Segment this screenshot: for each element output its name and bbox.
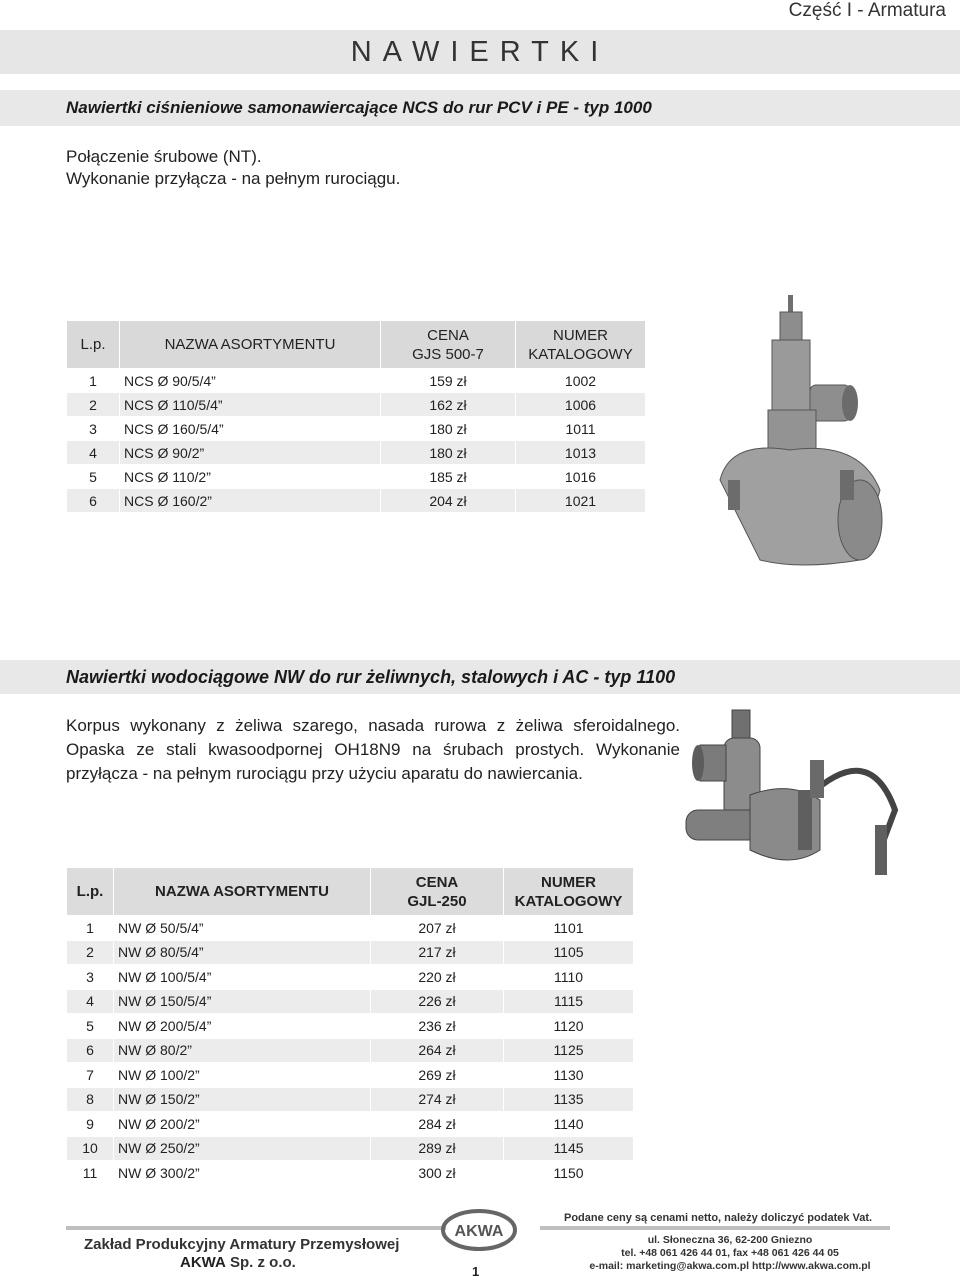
intro-line: Wykonanie przyłącza - na pełnym rurociągu. <box>66 169 401 188</box>
product-name: NW Ø 250/2” <box>114 1136 371 1161</box>
col-name: NAZWA ASORTYMENTU <box>114 868 371 916</box>
table-row <box>67 369 646 393</box>
product-price: 236 zł <box>371 1014 504 1039</box>
table-row <box>67 1014 634 1039</box>
product-price: 269 zł <box>371 1063 504 1088</box>
product-name: NW Ø 100/2” <box>114 1063 371 1088</box>
table-row <box>67 417 646 441</box>
col-price <box>371 868 504 916</box>
table-row <box>67 965 634 990</box>
section2-heading-text: Nawiertki wodociągowe NW do rur żeliwnych, stalowych i AC - typ 1100 <box>66 667 676 687</box>
address: ul. Słoneczna 36, 62-200 Gniezno <box>647 1234 813 1246</box>
catalog-number: 1110 <box>504 965 634 990</box>
table-row <box>67 489 646 513</box>
table-row <box>67 465 646 489</box>
product-name: NW Ø 200/5/4” <box>114 1014 371 1039</box>
catalog-number: 1002 <box>516 369 646 393</box>
product-name: NCS Ø 110/2” <box>120 465 381 489</box>
product-name: NW Ø 50/5/4” <box>114 916 371 941</box>
table-row <box>67 940 634 965</box>
table-row <box>67 393 646 417</box>
col-catalog-line1: NUMER <box>553 326 608 344</box>
table-row <box>67 989 634 1014</box>
company-name: Zakład Produkcyjny Armatury Przemysłowej <box>84 1236 400 1253</box>
catalog-number: 1145 <box>504 1136 634 1161</box>
row-number: 1 <box>67 369 120 393</box>
row-number: 11 <box>67 1161 114 1186</box>
company-suffix: Sp. z o.o. <box>230 1254 296 1271</box>
col-price-line2: GJL-250 <box>407 892 467 910</box>
product-price: 284 zł <box>371 1112 504 1137</box>
product-price: 300 zł <box>371 1161 504 1186</box>
row-number: 7 <box>67 1063 114 1088</box>
product-price: 204 zł <box>381 489 516 513</box>
company-brand: AKWA <box>180 1254 226 1271</box>
col-catalog-line1: NUMER <box>541 873 596 891</box>
section1-heading-text: Nawiertki ciśnieniowe samonawiercające NCS do rur PCV i PE - typ 1000 <box>66 98 652 117</box>
page-number: 1 <box>472 1264 480 1279</box>
tapping-saddle-ncs-photo-icon <box>700 290 920 570</box>
footer-divider-left <box>66 1226 446 1230</box>
product-price: 180 zł <box>381 441 516 465</box>
product-name: NCS Ø 160/5/4” <box>120 417 381 441</box>
product-price: 185 zł <box>381 465 516 489</box>
price-note: Podane ceny są cenami netto, należy doliczyć podatek Vat. <box>564 1212 873 1224</box>
product-name: NW Ø 80/2” <box>114 1038 371 1063</box>
col-price-line1: CENA <box>427 326 469 344</box>
row-number: 1 <box>67 916 114 941</box>
footer-divider-right <box>540 1226 890 1230</box>
product-name: NCS Ø 90/2” <box>120 441 381 465</box>
product-price: 162 zł <box>381 393 516 417</box>
ncs-price-table <box>66 320 646 513</box>
section2-heading <box>0 660 960 694</box>
row-number: 9 <box>67 1112 114 1137</box>
part-header: Część I - Armatura <box>788 0 946 21</box>
product-price: 264 zł <box>371 1038 504 1063</box>
catalog-number: 1101 <box>504 916 634 941</box>
product-name: NW Ø 150/2” <box>114 1087 371 1112</box>
col-lp: L.p. <box>67 321 120 369</box>
row-number: 3 <box>67 417 120 441</box>
section2-description: Korpus wykonany z żeliwa szarego, nasada rurowa z żeliwa sferoidalnego. Opaska ze stali kwasoodpornej OH18N9 na śrubach prostych. Wykonanie przyłącza - na pełnym rurociągu przy użyciu aparatu do nawiercania. <box>66 716 680 783</box>
nw-price-table <box>66 867 634 1186</box>
catalog-number: 1125 <box>504 1038 634 1063</box>
row-number: 10 <box>67 1136 114 1161</box>
product-name: NW Ø 100/5/4” <box>114 965 371 990</box>
catalog-number: 1011 <box>516 417 646 441</box>
col-lp: L.p. <box>67 868 114 916</box>
catalog-number: 1006 <box>516 393 646 417</box>
row-number: 5 <box>67 465 120 489</box>
catalog-number: 1115 <box>504 989 634 1014</box>
product-price: 207 zł <box>371 916 504 941</box>
company-brand-line <box>180 1254 296 1271</box>
product-name: NCS Ø 90/5/4” <box>120 369 381 393</box>
table-row <box>67 1038 634 1063</box>
product-name: NW Ø 200/2” <box>114 1112 371 1137</box>
col-price <box>381 321 516 369</box>
catalog-number: 1021 <box>516 489 646 513</box>
row-number: 3 <box>67 965 114 990</box>
row-number: 5 <box>67 1014 114 1039</box>
col-price-line2: GJS 500-7 <box>412 345 484 363</box>
product-price: 226 zł <box>371 989 504 1014</box>
row-number: 4 <box>67 989 114 1014</box>
product-name: NW Ø 80/5/4” <box>114 940 371 965</box>
product-price: 159 zł <box>381 369 516 393</box>
section1-heading <box>0 90 960 126</box>
col-catalog <box>504 868 634 916</box>
row-number: 4 <box>67 441 120 465</box>
product-price: 180 zł <box>381 417 516 441</box>
col-catalog-line2: KATALOGOWY <box>514 892 623 910</box>
contact-block <box>560 1234 900 1273</box>
row-number: 6 <box>67 1038 114 1063</box>
catalog-number: 1135 <box>504 1087 634 1112</box>
table-row <box>67 916 634 941</box>
table-row <box>67 441 646 465</box>
table-row <box>67 1112 634 1137</box>
row-number: 6 <box>67 489 120 513</box>
section1-intro <box>66 146 400 190</box>
row-number: 2 <box>67 393 120 417</box>
email-web: e-mail: marketing@akwa.com.pl http://www.akwa.com.pl <box>589 1260 871 1272</box>
page-title: NAWIERTKI <box>0 30 960 74</box>
product-price: 220 zł <box>371 965 504 990</box>
catalog-number: 1105 <box>504 940 634 965</box>
col-name: NAZWA ASORTYMENTU <box>120 321 381 369</box>
tapping-saddle-nw-photo-icon <box>680 700 930 890</box>
catalog-number: 1016 <box>516 465 646 489</box>
catalog-number: 1120 <box>504 1014 634 1039</box>
catalog-number: 1140 <box>504 1112 634 1137</box>
table-row <box>67 1161 634 1186</box>
catalog-number: 1150 <box>504 1161 634 1186</box>
col-catalog-line2: KATALOGOWY <box>528 345 633 363</box>
col-price-line1: CENA <box>415 873 459 891</box>
row-number: 8 <box>67 1087 114 1112</box>
row-number: 2 <box>67 940 114 965</box>
product-price: 289 zł <box>371 1136 504 1161</box>
product-name: NCS Ø 160/2” <box>120 489 381 513</box>
product-name: NW Ø 150/5/4” <box>114 989 371 1014</box>
logo-text: AKWA <box>454 1223 504 1240</box>
akwa-logo-icon <box>440 1208 518 1252</box>
product-price: 274 zł <box>371 1087 504 1112</box>
table-row <box>67 1087 634 1112</box>
table-row <box>67 1136 634 1161</box>
col-catalog <box>516 321 646 369</box>
intro-line: Połączenie śrubowe (NT). <box>66 147 262 166</box>
catalog-number: 1013 <box>516 441 646 465</box>
phone-fax: tel. +48 061 426 44 01, fax +48 061 426 44 05 <box>621 1247 839 1259</box>
product-name: NW Ø 300/2” <box>114 1161 371 1186</box>
product-name: NCS Ø 110/5/4” <box>120 393 381 417</box>
product-price: 217 zł <box>371 940 504 965</box>
catalog-number: 1130 <box>504 1063 634 1088</box>
table-row <box>67 1063 634 1088</box>
